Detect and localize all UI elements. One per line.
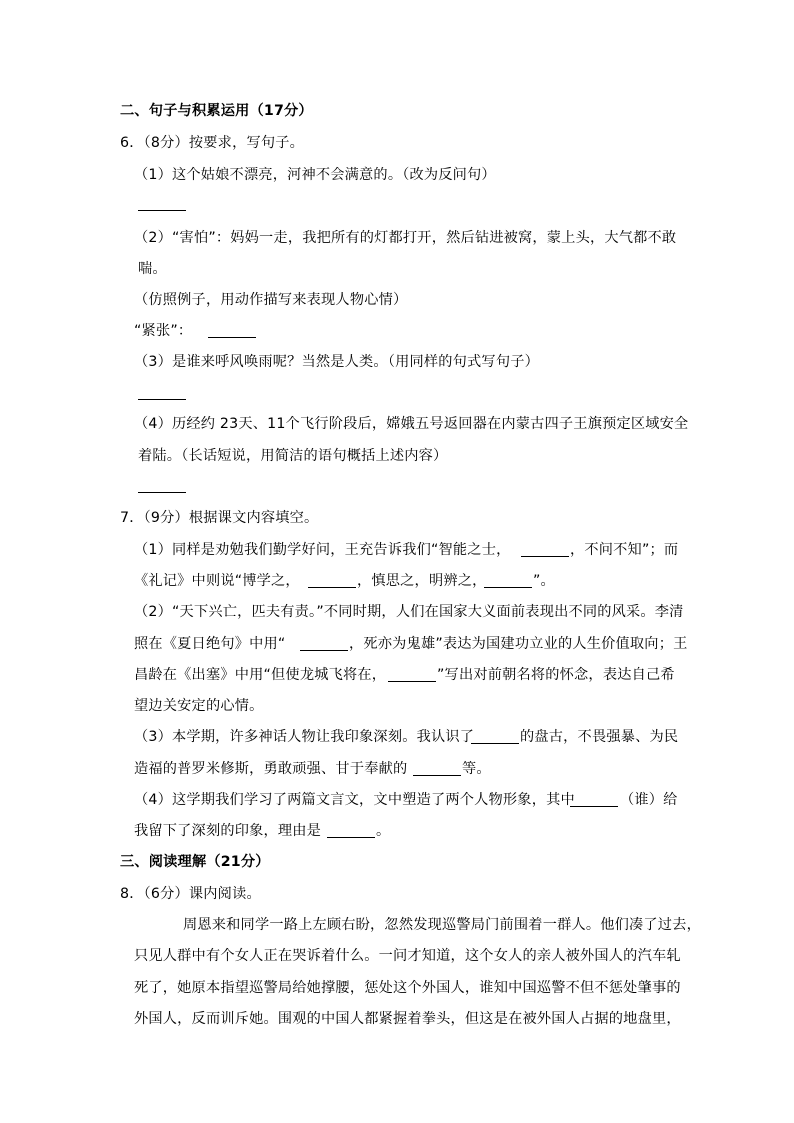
q6-part1: （1）这个姑娘不漂亮，河神不会满意的。（改为反问句） <box>134 167 496 183</box>
answer-blank-q7-8[interactable] <box>570 806 618 807</box>
q7-part2-line2-a: 照在《夏日绝句》中用“ <box>134 636 286 652</box>
q7-part2-line3-b: ”写出对前朝名将的怀念，表达自己希 <box>437 667 675 683</box>
q6-part2-line1: （2）“害怕”：妈妈一走，我把所有的灯都打开，然后钻进被窝，蒙上头，大气都不敢 <box>134 230 677 246</box>
answer-blank-q7-3[interactable] <box>484 587 532 588</box>
q7-part4-line2-b: 。 <box>376 823 391 839</box>
q7-part3-line1-a: （3）本学期，许多神话人物让我印象深刻。我认识了 <box>134 729 475 745</box>
q7-part1-line2-a: 《礼记》中则说“博学之， <box>134 573 300 589</box>
q8-stem: 8．（6分）课内阅读。 <box>120 886 261 902</box>
q7-part3-line2-a: 造福的普罗米修斯，勇敢顽强、甘于奉献的 <box>134 761 408 777</box>
q7-part1-line1-a: （1）同样是劝勉我们勤学好问，王充告诉我们“智能之士， <box>134 542 511 558</box>
q7-part4-line1-a: （4）这学期我们学习了两篇文言文，文中塑造了两个人物形象，其中 <box>134 792 575 808</box>
q8-passage-line1: 周恩来和同学一路上左顾右盼，忽然发现巡警局门前围着一群人。他们凑了过去， <box>183 917 701 933</box>
q7-part4-line1-b: （谁）给 <box>620 792 678 808</box>
answer-blank-q7-7[interactable] <box>413 775 461 776</box>
section-heading-2: 二、句子与积累运用（17分） <box>120 103 313 119</box>
q7-part3-line1-b: 的盘古，不畏强暴、为民 <box>520 729 679 745</box>
q6-part3: （3）是谁来呼风唤雨呢？当然是人类。（用同样的句式写句子） <box>134 354 539 370</box>
answer-blank-q7-5[interactable] <box>388 681 436 682</box>
q6-part2-line2: 喘。 <box>138 261 167 277</box>
q7-part2-line3-a: 昌龄在《出塞》中用“但使龙城飞将在， <box>134 667 387 683</box>
q7-part4-line2-a: 我留下了深刻的印象，理由是 <box>134 823 322 839</box>
q7-part2-line1: （2）“天下兴亡，匹夫有责。”不同时期，人们在国家大义面前表现出不同的风采。李清 <box>134 604 684 620</box>
q7-part1-line1-b: ，不问不知”；而 <box>570 542 679 558</box>
q6-stem: 6．（8分）按要求，写句子。 <box>120 135 305 151</box>
q7-part3-line2-b: 等。 <box>462 761 491 777</box>
q7-part1-line2-b: ，慎思之，明辨之， <box>357 573 487 589</box>
answer-blank-q6-2[interactable] <box>208 337 256 338</box>
q7-part1-line2-c: ”。 <box>533 573 555 589</box>
q6-part2-prompt: “紧张”： <box>134 323 193 339</box>
q7-part2-line2-b: ，死亦为鬼雄”表达为国建功立业的人生价值取向；王 <box>349 636 688 652</box>
answer-blank-q6-4[interactable] <box>138 492 186 493</box>
q8-passage-line4: 外国人，反而训斥她。围观的中国人都紧握着拳头，但这是在被外国人占据的地盘里， <box>134 1011 681 1027</box>
answer-blank-q6-1[interactable] <box>138 210 186 211</box>
q6-part4-line2: 着陆。（长话短说，用简洁的语句概括上述内容） <box>138 448 448 464</box>
answer-blank-q7-2[interactable] <box>308 587 356 588</box>
section-heading-3: 三、阅读理解（21分） <box>120 854 270 870</box>
answer-blank-q7-1[interactable] <box>521 556 569 557</box>
q7-stem: 7．（9分）根据课文内容填空。 <box>120 510 319 526</box>
q6-part2-instruction: （仿照例子，用动作描写来表现人物心情） <box>134 292 408 308</box>
q6-part4-line1: （4）历经约 23天、11个飞行阶段后，嫦娥五号返回器在内蒙古四子王旗预定区域安全 <box>134 416 689 432</box>
answer-blank-q7-9[interactable] <box>327 837 375 838</box>
q7-part2-line4: 望边关安定的心情。 <box>134 698 264 714</box>
q8-passage-line2: 只见人群中有个女人正在哭诉着什么。一问才知道，这个女人的亲人被外国人的汽车轧 <box>134 948 681 964</box>
answer-blank-q6-3[interactable] <box>138 399 186 400</box>
answer-blank-q7-6[interactable] <box>471 743 519 744</box>
answer-blank-q7-4[interactable] <box>300 650 348 651</box>
q8-passage-line3: 死了，她原本指望巡警局给她撑腰，惩处这个外国人，谁知中国巡警不但不惩处肇事的 <box>134 980 681 996</box>
